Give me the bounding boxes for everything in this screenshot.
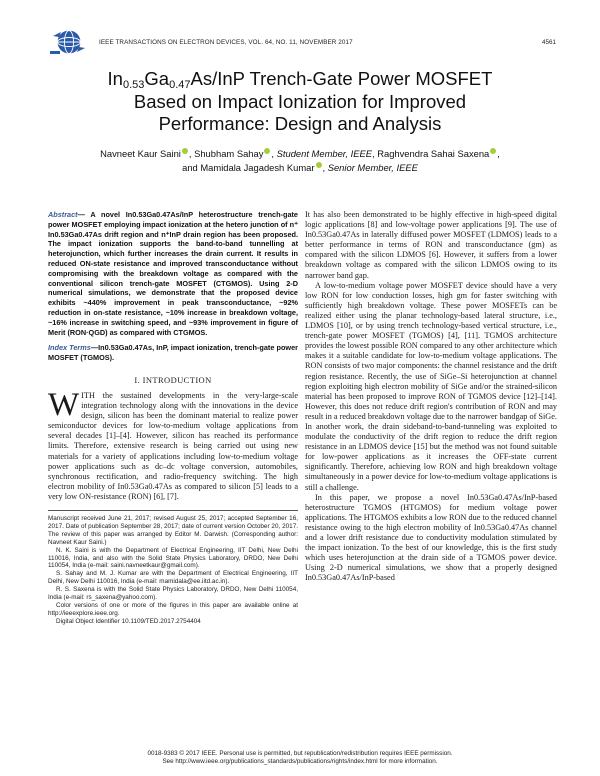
journal-name: IEEE TRANSACTIONS ON ELECTRON DEVICES, VOL. 64, NO. 11, NOVEMBER 2017 xyxy=(99,39,353,46)
orcid-icon[interactable] xyxy=(316,162,322,168)
index-terms xyxy=(48,343,298,363)
introduction-text: ITH the sustained developments in the very-large-scale integration technology along with the innovations in the device design, silicon has been the dominant material to realize power semiconductor devices for low-to-medium voltage applications from several decades [1]–[4]. However, silicon has reached its performance limits. Therefore, extensive research is being carried out using new materials for a variety of applications including low-to-medium voltage power applications such as dc–dc voltage conversion, automobiles, synchronous rectification, and radio-frequency switching. The high electron mobility of In0.53Ga0.47As as compared to silicon [5] leads to a very low ON-resistance (RON) [6], [7]. xyxy=(48,390,298,501)
title-line-2: Based on Impact Ionization for Improved xyxy=(133,90,467,112)
copyright-footer xyxy=(0,750,600,766)
globe-logo-icon xyxy=(47,27,91,57)
abstract-text: — A novel In0.53Ga0.47As/InP heterostructure trench-gate power MOSFET employing impact ionization at the hetero junction of n⁺ In0.53Ga0.47As drift region and n⁺InP drain region has been proposed. The impact ionization supports the band-to-band tunnelling at heterojunction, which further increases the drain current. It results in reduced ON-state resistance and improved transconductance without compromising with the breakdown voltage as compared with the conventional silicon trench-gate MOSFET (CTGMOS). Using 2-D numerical simulations, we demonstrate that the proposed device exhibits ~440% improvement in peak transconductance, ~92% reduction in on-state resistance, ~10% increase in breakdown voltage, ~16% increase in switching speed, and ~93% improvement in figure of Merit (RON·QGD) as compared with CTGMOS. xyxy=(48,210,298,337)
rights-link-line[interactable]: See http://www.ieee.org/publications_standards/publications/rights/index.html for more information. xyxy=(162,758,438,765)
right-column xyxy=(305,210,557,583)
author-list xyxy=(40,147,560,175)
footnote-affiliation-saini: N. K. Saini is with the Department of Electrical Engineering, IIT Delhi, New Delhi 110016, India, and also with the Solid State Physics Laboratory, DRDO, New Delhi 110054, India (e-mail: saini.navneetkaur@gmail.com). xyxy=(48,546,298,570)
author-line-1: Navneet Kaur Saini , Shubham Sahay , Student Member, IEEE, Raghvendra Sahai Saxena , xyxy=(100,148,500,159)
footnote-manuscript: Manuscript received June 21, 2017; revised August 25, 2017; accepted September 16, 2017. Date of publication September 28, 2017; date of current version October 20, 2017. The review of this paper was arranged by Editor M. Darwish. (Corresponding author: Navneet Kaur Saini.) xyxy=(48,514,298,546)
orcid-icon[interactable] xyxy=(490,148,496,154)
ieee-eds-logo xyxy=(47,27,91,57)
drop-cap: W xyxy=(48,386,80,423)
title-line-3: Performance: Design and Analysis xyxy=(158,113,442,134)
footnote-affiliation-saxena: R. S. Saxena is with the Solid State Physics Laboratory, DRDO, New Delhi 110054, India (e-mail: rs_saxena@yahoo.com). xyxy=(48,586,298,602)
introduction-paragraph xyxy=(48,386,298,502)
copyright-line: 0018-9383 © 2017 IEEE. Personal use is permitted, but republication/redistribution requires IEEE permission. xyxy=(147,750,453,757)
index-terms-label: Index Terms xyxy=(48,343,91,353)
paper-title xyxy=(20,68,580,136)
body-paragraph: A low-to-medium voltage power MOSFET device should have a very low RON for low conduction losses, high gm for faster switching with sufficiently high breakdown voltage. These power MOSFETs can be realized either using the planar technology-based lateral structure, i.e., LDMOS [10], or by using trench technology-based vertical structure, i.e., trench-gate power MOSFET (TGMOS) [4], [11]. TGMOS architecture provides the lowest possible RON compared to any other architecture which makes it a suitable candidate for low-to-medium voltage applications. The RON consists of two major components: the channel resistance and the drift region resistance. Recently, the use of SiGe–Si heterojunction at channel region exploiting high electron mobility of SiGe and/or the strained-silicon material has been proposed to improve RON of TGMOS device [12]–[14]. However, this does not reduce drift region's contribution of RON and may result in a reduced breakdown voltage due to the narrower bandgap of SiGe. In another work, the drain sideband-to-band-tunneling was exploited to modulate the conductivity of the drift region to reduce the drift region resistance in an LDMOS device [15] but the method was not found suitable for low-power applications as it increases the OFF-state current significantly. Therefore, achieving low RON and high breakdown voltage simultaneously in a power device for low-to-medium voltage applications is still a challenge. xyxy=(305,280,558,492)
page-number: 4561 xyxy=(541,39,556,46)
footnote-divider xyxy=(48,510,298,511)
footnote-doi: Digital Object Identifier 10.1109/TED.2017.2754404 xyxy=(56,617,201,625)
index-terms-text: —In0.53Ga0.47As, InP, impact ionization, trench-gate power MOSFET (TGMOS). xyxy=(48,343,298,363)
title-line-1: $In_{0.53}Ga_{0.47}As$/InP Trench-Gate Power MOSFET xyxy=(107,68,493,91)
author-line-2: and Mamidala Jagadesh Kumar , Senior Member, IEEE xyxy=(182,162,418,173)
orcid-icon[interactable] xyxy=(182,148,188,154)
body-paragraph: In this paper, we propose a novel In0.53Ga0.47As/InP-based heterostructure TGMOS (HTGMOS) for medium voltage power applications. The HTGMOS exhibits a low RON due to the reduced channel resistance owing to the high electron mobility of In0.53Ga0.47As channel and a lower drift resistance due to conductivity modulation stimulated by the impact ionization. To the best of our knowledge, this is the first study which uses heterojunction at the drain side of a TGMOS power device. Using 2-D numerical simulations, we show that a properly designed In0.53Ga0.47As/InP-based xyxy=(305,492,557,583)
abstract-label: Abstract xyxy=(48,210,78,219)
section-heading-introduction: I. INTRODUCTION xyxy=(134,374,212,385)
page-header xyxy=(47,27,556,57)
left-column xyxy=(48,210,298,626)
footnote-color-versions: Color versions of one or more of the figures in this paper are available online at http://ieeexplore.ieee.org. xyxy=(48,601,298,617)
abstract xyxy=(48,210,298,337)
body-paragraph: It has also been demonstrated to be highly effective in high-speed digital logic applications [8] and low-voltage power applications [9]. The use of In0.53Ga0.47As in laterally diffused power MOSFET (LDMOS) leads to a better performance in terms of RON and transconductance (gm) as compared with the silicon LDMOS [6]. However, it suffers from a lower breakdown voltage as compared with the silicon LDMOS owing to its narrower band gap. xyxy=(305,210,557,280)
footnote-affiliation-sahay-kumar: S. Sahay and M. J. Kumar are with the Department of Electrical Engineering, IIT Delhi, New Delhi 110016, India (e-mail: mamidala@ee.iitd.ac.in). xyxy=(48,570,298,586)
orcid-icon[interactable] xyxy=(264,148,270,154)
